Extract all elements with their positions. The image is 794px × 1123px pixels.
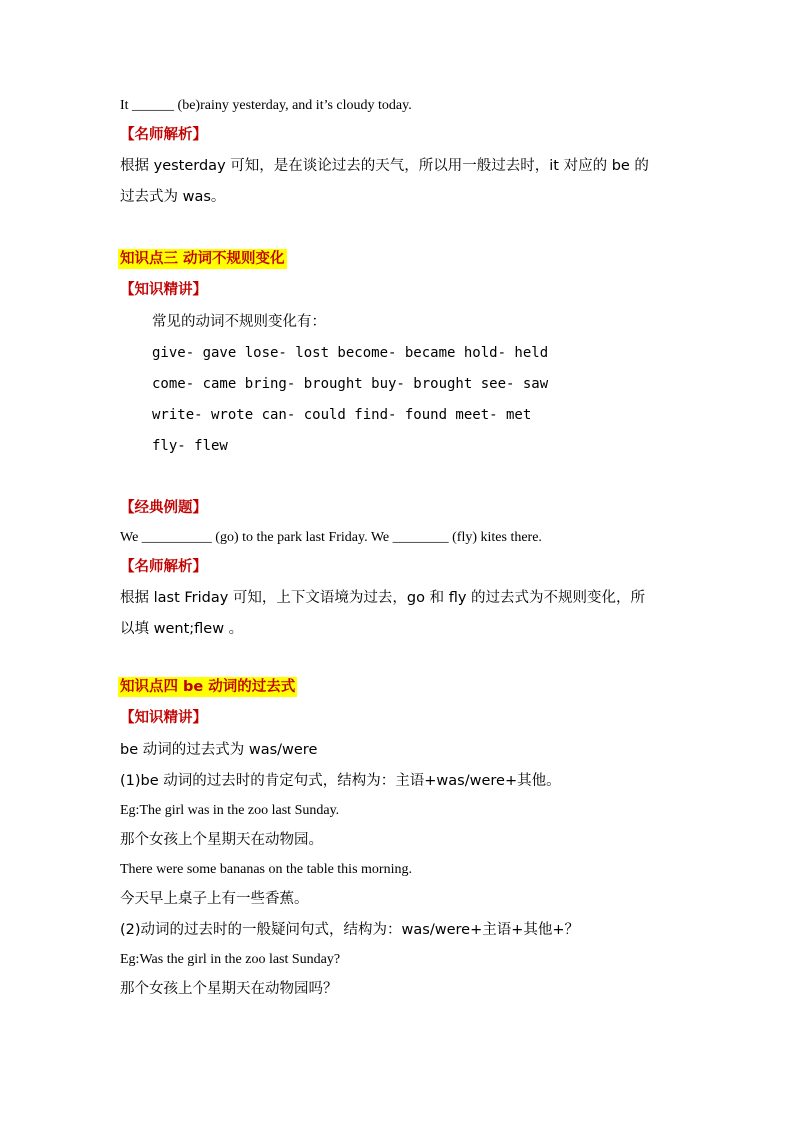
example-english: Eg:The girl was in the zoo last Sunday. [120, 803, 340, 818]
section-heading-be-past: 知识点四 be 动词的过去式 [120, 679, 296, 695]
example-chinese: 那个女孩上个星期天在动物园。 [120, 832, 323, 848]
verb-list-line: fly- flew [152, 438, 228, 454]
verb-list-line: come- came bring- brought buy- brought see- saw [152, 376, 549, 392]
analysis-label: 【名师解析】 [120, 559, 207, 575]
analysis-text-line2: 以填 went;flew 。 [120, 621, 244, 637]
verb-list-line: give- gave lose- lost become- became hold- held [152, 345, 549, 361]
analysis-label: 【名师解析】 [120, 127, 207, 143]
example-sentence-go-fly: We __________ (go) to the park last Friday. We ________ (fly) kites there. [120, 530, 542, 545]
be-past-intro: be 动词的过去式为 was/were [120, 742, 318, 758]
verb-list-line: write- wrote can- could find- found meet- met [152, 407, 532, 423]
analysis-text-line2: 过去式为 was。 [120, 189, 226, 205]
affirmative-structure: (1)be 动词的过去时的肯定句式，结构为：主语+was/were+其他。 [120, 773, 561, 789]
lecture-label: 【知识精讲】 [120, 710, 207, 726]
example-sentence-be: It ______ (be)rainy yesterday, and it’s cloudy today. [120, 98, 412, 113]
analysis-text-line1: 根据 yesterday 可知，是在谈论过去的天气，所以用一般过去时，it 对应的 be 的 [120, 158, 649, 174]
example-english: There were some bananas on the table this morning. [120, 862, 412, 877]
irregular-verbs-intro: 常见的动词不规则变化有： [152, 314, 326, 330]
analysis-text-line1: 根据 last Friday 可知，上下文语境为过去，go 和 fly 的过去式为不规则变化，所 [120, 590, 646, 606]
example-chinese: 今天早上桌子上有一些香蕉。 [120, 891, 309, 907]
example-english: Eg:Was the girl in the zoo last Sunday? [120, 952, 341, 967]
section-heading-irregular-verbs: 知识点三 动词不规则变化 [120, 251, 285, 267]
example-chinese: 那个女孩上个星期天在动物园吗？ [120, 981, 338, 997]
example-label: 【经典例题】 [120, 500, 207, 516]
question-structure: (2)动词的过去时的一般疑问句式，结构为：was/were+主语+其他+？ [120, 922, 580, 938]
lecture-label: 【知识精讲】 [120, 282, 207, 298]
